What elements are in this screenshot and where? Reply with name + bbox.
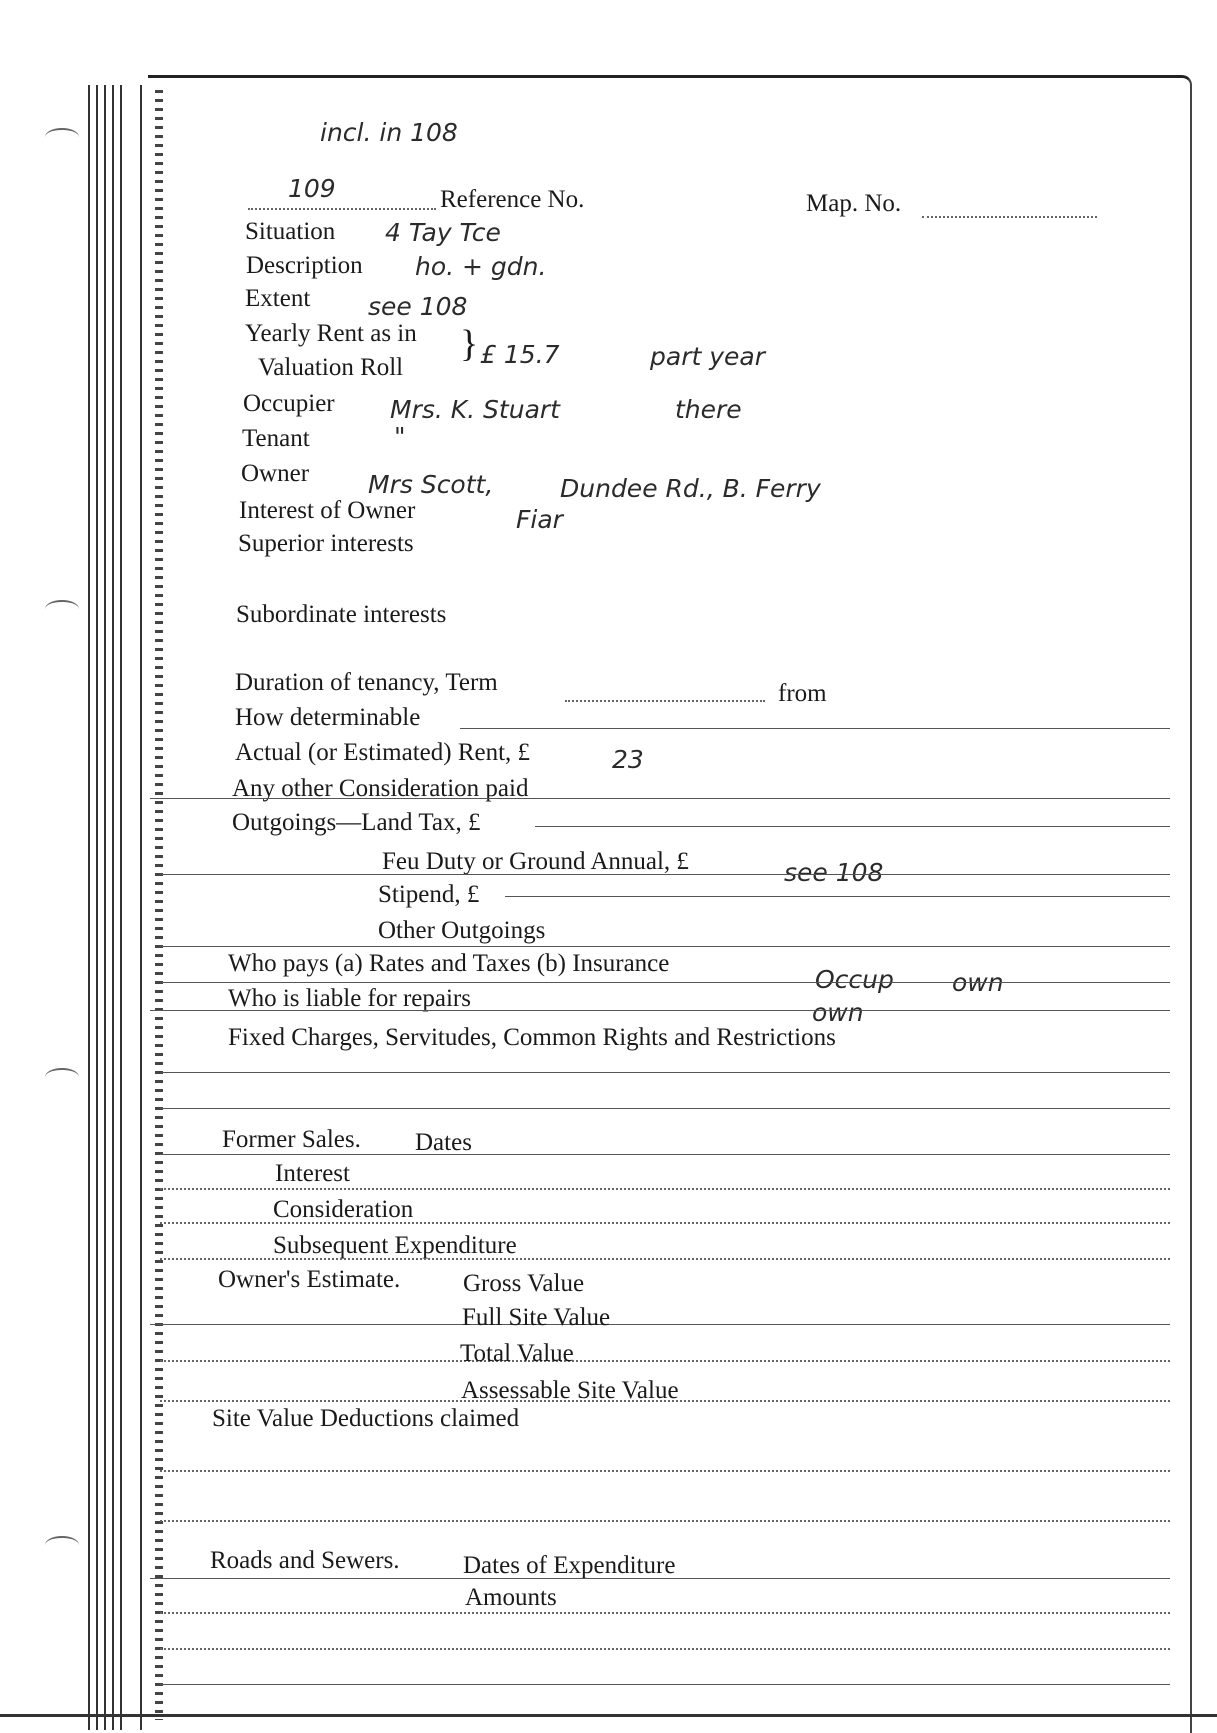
row-rule	[160, 1400, 1170, 1402]
who-pays-label: Who pays (a) Rates and Taxes (b) Insurance	[228, 950, 670, 977]
former-sales-label: Former Sales.	[222, 1126, 361, 1153]
row-rule	[150, 1324, 1170, 1325]
extent-label: Extent	[245, 285, 311, 312]
stacked-page-edge	[96, 85, 98, 1730]
interest-label: Interest	[275, 1160, 350, 1187]
row-rule	[160, 946, 1170, 947]
punch-hole	[45, 1068, 79, 1086]
binding-perforation	[155, 90, 163, 1720]
occupier-there-handwriting: there	[675, 395, 742, 424]
from-label: from	[778, 680, 827, 707]
feu-duty-handwriting: see 108	[784, 858, 884, 887]
who-liable-label: Who is liable for repairs	[228, 985, 471, 1012]
row-rule	[160, 1222, 1170, 1224]
row-rule	[160, 1188, 1170, 1190]
row-rule	[150, 798, 1170, 799]
stacked-page-edge	[120, 85, 122, 1730]
roads-sewers-label: Roads and Sewers.	[210, 1547, 400, 1574]
repairs-handwriting: own	[812, 998, 864, 1027]
row-rule	[505, 896, 1170, 897]
owner-address-handwriting: Dundee Rd., B. Ferry	[560, 474, 821, 503]
actual-rent-label: Actual (or Estimated) Rent, £	[235, 739, 531, 766]
map-fill-line	[922, 216, 1097, 218]
row-rule	[160, 1612, 1170, 1614]
owner-handwriting: Mrs Scott,	[368, 470, 494, 499]
punch-hole	[45, 1536, 79, 1554]
tenant-label: Tenant	[242, 425, 310, 452]
other-outgoings-label: Other Outgoings	[378, 917, 546, 944]
row-rule	[160, 1258, 1170, 1260]
occupier-label: Occupier	[243, 390, 335, 417]
top-note-handwriting: incl. in 108	[320, 118, 458, 147]
row-rule	[535, 826, 1170, 827]
punch-hole	[45, 128, 79, 146]
description-handwriting: ho. + gdn.	[415, 252, 547, 281]
occupier-handwriting: Mrs. K. Stuart	[390, 395, 560, 424]
row-rule	[150, 1578, 1170, 1579]
outgoings-label: Outgoings—Land Tax, £	[232, 809, 481, 836]
valuation-roll-label: Valuation Roll	[258, 354, 404, 381]
consideration-label: Consideration	[273, 1196, 414, 1223]
description-label: Description	[246, 252, 363, 279]
other-consideration-label: Any other Consideration paid	[232, 775, 529, 802]
row-rule	[460, 728, 1170, 729]
interest-owner-handwriting: Fiar	[516, 505, 563, 534]
row-rule	[160, 1470, 1170, 1472]
stipend-label: Stipend, £	[378, 881, 480, 908]
row-rule	[160, 1360, 1170, 1362]
who-pays-rates-handwriting: Occup	[815, 965, 894, 994]
superior-interests-label: Superior interests	[238, 530, 414, 557]
assessable-site-value-label: Assessable Site Value	[461, 1377, 679, 1404]
situation-handwriting: 4 Tay Tce	[385, 218, 501, 247]
row-rule	[160, 1684, 1170, 1685]
stacked-page-edge	[104, 85, 106, 1730]
row-rule	[160, 982, 1170, 983]
map-label: Map. No.	[806, 190, 902, 217]
dates-expenditure-label: Dates of Expenditure	[463, 1552, 676, 1579]
row-rule	[160, 1154, 1170, 1155]
feu-duty-label: Feu Duty or Ground Annual, £	[382, 848, 689, 875]
extent-handwriting: see 108	[368, 292, 468, 321]
former-sales-dates-label: Dates	[415, 1129, 472, 1156]
reference-label: Reference No.	[440, 186, 585, 213]
tenant-ditto-handwriting: "	[394, 422, 406, 451]
owner-label: Owner	[241, 460, 310, 487]
full-site-value-label: Full Site Value	[462, 1304, 611, 1331]
yearly-rent-handwriting: £ 15.7	[480, 340, 560, 369]
row-rule	[160, 1648, 1170, 1650]
row-rule	[160, 1520, 1170, 1522]
interest-owner-label: Interest of Owner	[239, 497, 416, 524]
subsequent-label: Subsequent Expenditure	[273, 1232, 517, 1259]
who-pays-insurance-handwriting: own	[952, 968, 1004, 997]
row-rule	[160, 1108, 1170, 1109]
duration-label: Duration of tenancy, Term	[235, 669, 498, 696]
fixed-charges-label: Fixed Charges, Servitudes, Common Rights and Restrictions	[228, 1024, 836, 1051]
stacked-page-edge	[112, 85, 114, 1730]
reference-number-handwriting: 109	[288, 174, 336, 203]
punch-hole	[45, 600, 79, 618]
term-fill-line	[565, 700, 765, 702]
gross-value-label: Gross Value	[463, 1270, 585, 1297]
reference-fill-line	[248, 208, 436, 210]
site-deductions-label: Site Value Deductions claimed	[212, 1405, 520, 1432]
subordinate-interests-label: Subordinate interests	[236, 601, 447, 628]
actual-rent-handwriting: 23	[612, 745, 644, 774]
part-year-handwriting: part year	[650, 342, 765, 371]
determinable-label: How determinable	[235, 704, 421, 731]
stacked-page-edge	[88, 85, 90, 1730]
row-rule	[160, 1072, 1170, 1073]
amounts-label: Amounts	[465, 1584, 557, 1611]
scan-bottom-edge	[0, 1714, 1217, 1717]
row-rule	[150, 1010, 1170, 1011]
yearly-rent-label: Yearly Rent as in	[245, 320, 417, 347]
total-value-label: Total Value	[460, 1340, 574, 1367]
owners-estimate-label: Owner's Estimate.	[218, 1266, 401, 1293]
row-rule	[160, 874, 1170, 875]
situation-label: Situation	[245, 218, 336, 245]
stacked-page-edge	[140, 85, 142, 1730]
brace: }	[460, 323, 479, 365]
